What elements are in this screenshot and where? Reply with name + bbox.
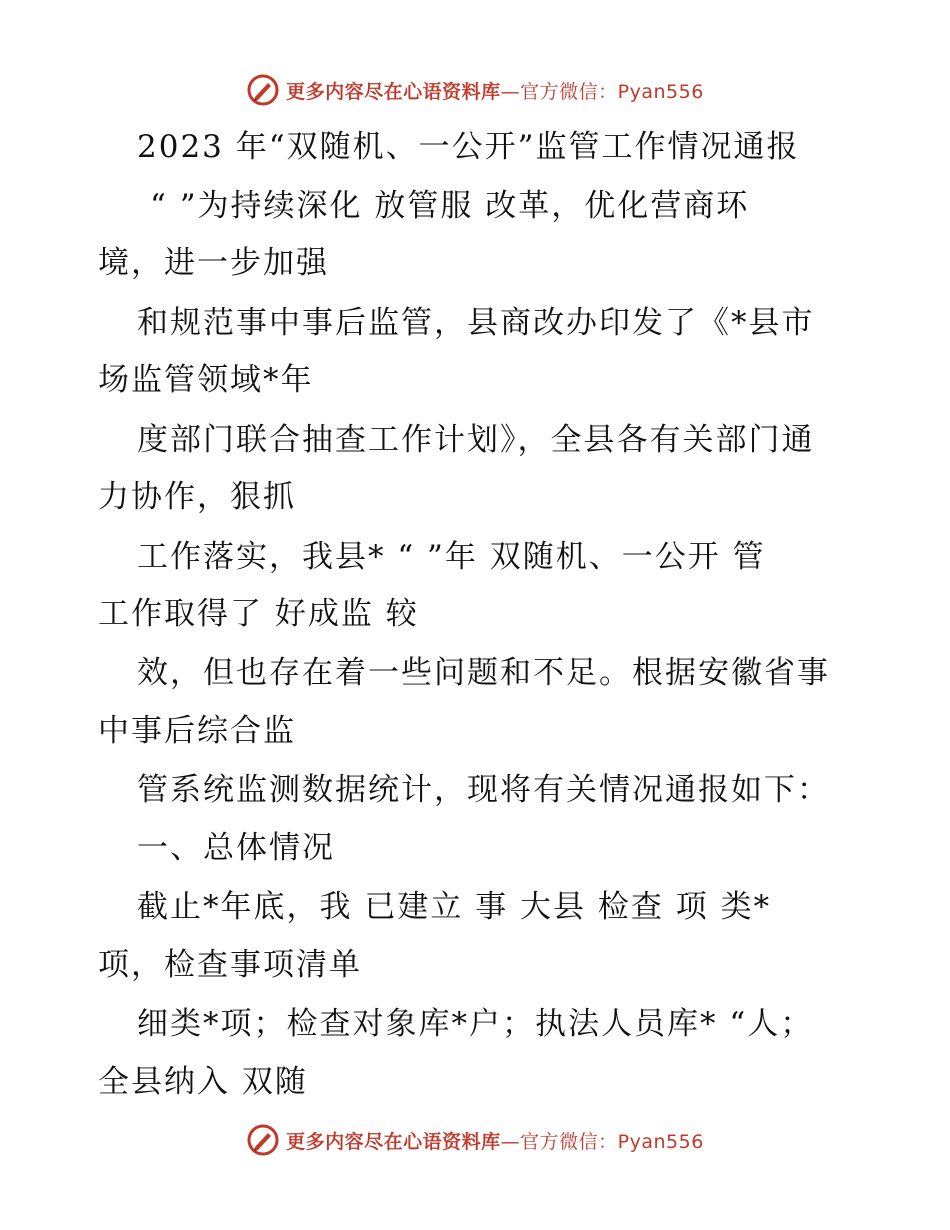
paragraph-line: 场监管领域*年 [98, 362, 314, 398]
paragraph-line: 工作落实，我县* “ ”年 双随机、一公开 管 [137, 539, 766, 575]
paragraph-line: 中事后综合监 [98, 713, 296, 749]
pen-circle-logo-icon [246, 1123, 280, 1157]
paragraph-line: 全县纳入 双随 [98, 1064, 308, 1100]
watermark-text: 更多内容尽在心语资料库—官方微信：Pyan556 [286, 1130, 704, 1153]
paragraph-line: 效，但也存在着一些问题和不足。根据安徽省事 [137, 655, 830, 691]
paragraph-line: 管系统监测数据统计，现将有关情况通报如下： [137, 772, 830, 808]
section-heading: 一、总体情况 [137, 830, 335, 866]
paragraph-line: 度部门联合抽查工作计划》，全县各有关部门通 [137, 422, 815, 458]
paragraph-line: 截止*年底，我 已建立 事 大县 检查 项 类* [137, 889, 772, 925]
paragraph-line: 和规范事中事后监管，县商改办印发了《*县市 [137, 305, 815, 341]
paragraph-line: 境，进一步加强 [98, 245, 329, 281]
watermark-banner-bottom [0, 1120, 950, 1160]
pen-circle-logo-icon [246, 73, 280, 107]
document-title: 2023 年“双随机、一公开”监管工作情况通报 [137, 129, 800, 165]
paragraph-line: 工作取得了 好成监 较 [98, 596, 419, 632]
paragraph-line: 力协作，狠抓 [98, 479, 296, 515]
watermark-text: 更多内容尽在心语资料库—官方微信：Pyan556 [286, 80, 704, 103]
watermark-banner-top [0, 70, 950, 110]
paragraph-line: “ ”为持续深化 放管服 改革，优化营商环 [150, 188, 750, 224]
paragraph-line: 细类*项；检查对象库*户；执法人员库* “人； [137, 1006, 814, 1042]
paragraph-line: 项，检查事项清单 [98, 947, 362, 983]
